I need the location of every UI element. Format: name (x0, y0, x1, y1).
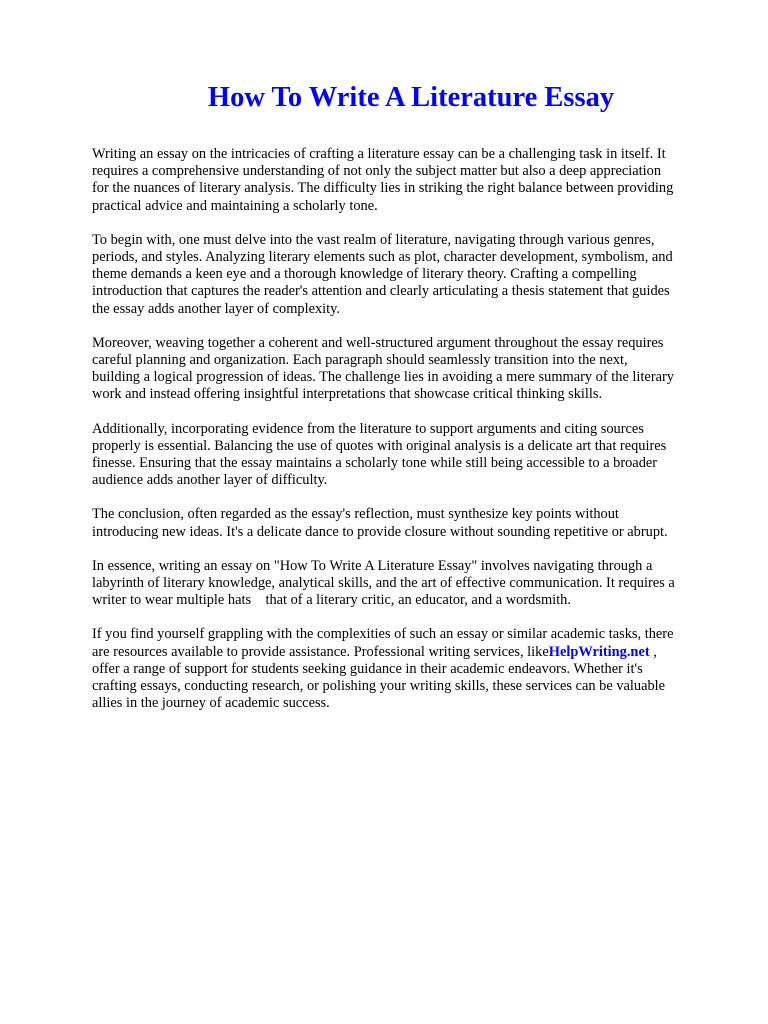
text-segment: , (649, 643, 657, 660)
text-line: audience adds another layer of difficulty. (92, 472, 328, 489)
helpwriting-link[interactable]: HelpWriting.net (548, 643, 650, 660)
paragraph-5 (92, 506, 732, 540)
text-line: periods, and styles. Analyzing literary elements such as plot, character development, symbolism, and (92, 249, 673, 266)
text-line: writer to wear multiple hats that of a literary critic, an educator, and a wordsmith. (92, 592, 571, 609)
text-line: To begin with, one must delve into the vast realm of literature, navigating through various genres, (92, 231, 655, 248)
text-line: offer a range of support for students seeking guidance in their academic endeavors. Whether it's (92, 660, 643, 677)
text-line: work and instead offering insightful interpretations that showcase critical thinking skills. (92, 386, 603, 403)
paragraph-2 (92, 232, 732, 318)
text-line: introduction that captures the reader's attention and clearly articulating a thesis statement that guides (92, 283, 670, 300)
text-line: In essence, writing an essay on "How To Write A Literature Essay" involves navigating through a (92, 557, 653, 574)
text-line: The conclusion, often regarded as the essay's reflection, must synthesize key points without (92, 506, 619, 523)
page-title: How To Write A Literature Essay (207, 82, 615, 113)
paragraph-7 (92, 626, 732, 712)
text-line: crafting essays, conducting research, or polishing your writing skills, these services can be valuable (92, 678, 666, 695)
text-line: Writing an essay on the intricacies of crafting a literature essay can be a challenging task in itself. It (92, 146, 666, 162)
text-line: the essay adds another layer of complexity. (92, 300, 341, 317)
text-line: finesse. Ensuring that the essay maintains a scholarly tone while still being accessible to a broader (92, 455, 658, 472)
paragraph-4 (92, 421, 732, 490)
essay-body (92, 146, 732, 729)
text-line: introducing new ideas. It's a delicate dance to provide closure without sounding repetitive or abrupt. (92, 523, 668, 540)
paragraph-1 (92, 146, 732, 215)
text-line: Additionally, incorporating evidence from the literature to support arguments and citing sources (92, 420, 644, 437)
text-line: properly is essential. Balancing the use of quotes with original analysis is a delicate art that requires (92, 437, 667, 454)
text-line: theme demands a keen eye and a thorough knowledge of literary theory. Crafting a compelling (92, 266, 637, 283)
paragraph-6 (92, 558, 732, 610)
text-line: requires a comprehensive understanding of not only the subject matter but also a deep appreciation (92, 163, 662, 180)
text-line: If you find yourself grappling with the complexities of such an essay or similar academic tasks, there (92, 626, 674, 643)
text-line: building a logical progression of ideas. The challenge lies in avoiding a mere summary of the literary (92, 369, 674, 386)
text-line: allies in the journey of academic success. (92, 695, 330, 712)
paragraph-3 (92, 335, 732, 404)
text-segment: are resources available to provide assistance. Professional writing services, like (92, 643, 549, 660)
text-line: practical advice and maintaining a scholarly tone. (92, 197, 378, 214)
text-line: labyrinth of literary knowledge, analytical skills, and the art of effective communication. It requires a (92, 575, 675, 592)
text-line: for the nuances of literary analysis. The difficulty lies in striking the right balance between providing (92, 180, 674, 197)
text-line: Moreover, weaving together a coherent and well-structured argument throughout the essay requires (92, 334, 664, 351)
text-line-with-link (92, 644, 732, 661)
text-line: careful planning and organization. Each paragraph should seamlessly transition into the next, (92, 352, 628, 369)
